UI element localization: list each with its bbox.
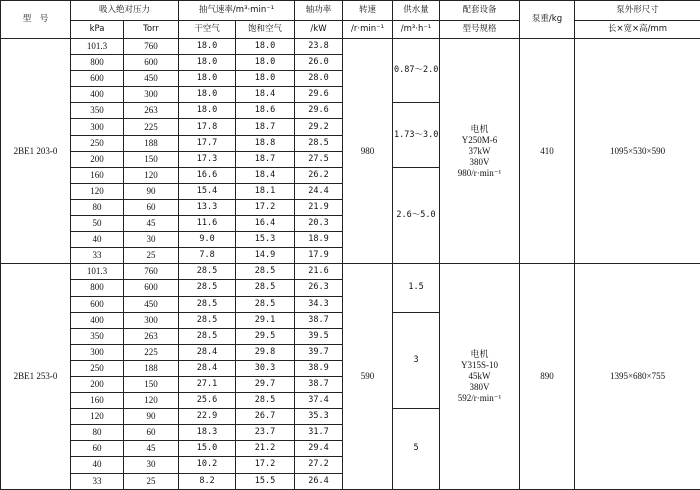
shaft-power-cell: 35.3 [295,409,343,425]
motor-spec-line: 45kW [441,371,518,382]
torr-cell: 45 [124,216,179,232]
saturated-air-cell: 18.4 [236,87,295,103]
kpa-cell: 400 [71,312,124,328]
kpa-cell: 40 [71,232,124,248]
saturated-air-cell: 29.5 [236,328,295,344]
kpa-cell: 300 [71,119,124,135]
torr-cell: 760 [124,39,179,55]
torr-cell: 188 [124,360,179,376]
torr-cell: 450 [124,296,179,312]
torr-cell: 600 [124,55,179,71]
shaft-power-cell: 21.9 [295,199,343,215]
dry-air-cell: 28.5 [179,280,236,296]
header-shaft-power-unit: /kW [295,21,343,39]
kpa-cell: 800 [71,55,124,71]
shaft-power-cell: 26.2 [295,167,343,183]
shaft-power-cell: 28.5 [295,135,343,151]
torr-cell: 30 [124,232,179,248]
saturated-air-cell: 28.5 [236,393,295,409]
torr-cell: 30 [124,457,179,473]
dry-air-cell: 28.5 [179,312,236,328]
header-dimensions: 泵外形尺寸 [575,1,700,21]
torr-cell: 760 [124,264,179,280]
water-supply-cell: 0.87～2.0 [393,39,440,103]
torr-cell: 263 [124,103,179,119]
saturated-air-cell: 18.4 [236,167,295,183]
dry-air-cell: 17.8 [179,119,236,135]
saturated-air-cell: 18.0 [236,71,295,87]
torr-cell: 188 [124,135,179,151]
kpa-cell: 350 [71,328,124,344]
torr-cell: 225 [124,344,179,360]
kpa-cell: 33 [71,473,124,489]
kpa-cell: 200 [71,376,124,392]
dry-air-cell: 25.6 [179,393,236,409]
kpa-cell: 60 [71,441,124,457]
header-equipment: 配套设备 [440,1,520,21]
table-row [1,264,700,280]
shaft-power-cell: 38.7 [295,312,343,328]
weight-cell: 410 [520,39,575,264]
dry-air-cell: 15.4 [179,183,236,199]
dry-air-cell: 15.0 [179,441,236,457]
dry-air-cell: 16.6 [179,167,236,183]
header-model: 型 号 [1,1,71,39]
kpa-cell: 250 [71,360,124,376]
header-torr: Torr [124,21,179,39]
motor-cell [440,39,520,264]
kpa-cell: 350 [71,103,124,119]
shaft-power-cell: 34.3 [295,296,343,312]
shaft-power-cell: 21.6 [295,264,343,280]
saturated-air-cell: 16.4 [236,216,295,232]
saturated-air-cell: 28.5 [236,296,295,312]
dry-air-cell: 18.0 [179,87,236,103]
dry-air-cell: 28.4 [179,344,236,360]
shaft-power-cell: 29.6 [295,103,343,119]
kpa-cell: 600 [71,296,124,312]
kpa-cell: 101.3 [71,39,124,55]
saturated-air-cell: 17.2 [236,199,295,215]
header-dimensions-detail: 长×宽×高/mm [575,21,700,39]
shaft-power-cell: 29.6 [295,87,343,103]
torr-cell: 120 [124,393,179,409]
kpa-cell: 80 [71,199,124,215]
torr-cell: 450 [124,71,179,87]
kpa-cell: 250 [71,135,124,151]
torr-cell: 263 [124,328,179,344]
dry-air-cell: 22.9 [179,409,236,425]
speed-cell: 590 [343,264,393,489]
water-supply-cell: 5 [393,409,440,489]
kpa-cell: 80 [71,425,124,441]
dry-air-cell: 28.4 [179,360,236,376]
speed-cell: 980 [343,39,393,264]
dry-air-cell: 7.8 [179,248,236,264]
saturated-air-cell: 18.7 [236,119,295,135]
dry-air-cell: 28.5 [179,264,236,280]
torr-cell: 600 [124,280,179,296]
saturated-air-cell: 18.0 [236,55,295,71]
torr-cell: 25 [124,473,179,489]
saturated-air-cell: 28.5 [236,264,295,280]
shaft-power-cell: 24.4 [295,183,343,199]
kpa-cell: 160 [71,393,124,409]
motor-spec-line: 37kW [441,146,518,157]
water-supply-cell: 2.6～5.0 [393,167,440,264]
torr-cell: 45 [124,441,179,457]
saturated-air-cell: 18.1 [236,183,295,199]
header-water-supply-unit: /m³·h⁻¹ [393,21,440,39]
dry-air-cell: 17.7 [179,135,236,151]
shaft-power-cell: 38.7 [295,376,343,392]
header-suction-pressure: 吸入绝对压力 [71,1,179,21]
shaft-power-cell: 29.2 [295,119,343,135]
shaft-power-cell: 39.5 [295,328,343,344]
dry-air-cell: 18.0 [179,39,236,55]
table-row [1,39,700,55]
saturated-air-cell: 29.1 [236,312,295,328]
kpa-cell: 160 [71,167,124,183]
dry-air-cell: 18.0 [179,103,236,119]
header-equipment-spec: 型号规格 [440,21,520,39]
shaft-power-cell: 31.7 [295,425,343,441]
motor-spec-line: Y315S-10 [441,360,518,371]
model-cell: 2BE1 253-0 [1,264,71,489]
dry-air-cell: 9.0 [179,232,236,248]
saturated-air-cell: 18.6 [236,103,295,119]
saturated-air-cell: 29.7 [236,376,295,392]
dry-air-cell: 18.3 [179,425,236,441]
dry-air-cell: 8.2 [179,473,236,489]
torr-cell: 300 [124,87,179,103]
header-water-supply: 供水量 [393,1,440,21]
saturated-air-cell: 21.2 [236,441,295,457]
header-speed-unit: /r·min⁻¹ [343,21,393,39]
shaft-power-cell: 26.4 [295,473,343,489]
saturated-air-cell: 26.7 [236,409,295,425]
header-dry-air: 干空气 [179,21,236,39]
torr-cell: 225 [124,119,179,135]
kpa-cell: 40 [71,457,124,473]
saturated-air-cell: 29.8 [236,344,295,360]
motor-spec-line: 380V [441,382,518,393]
torr-cell: 120 [124,167,179,183]
shaft-power-cell: 39.7 [295,344,343,360]
kpa-cell: 120 [71,183,124,199]
shaft-power-cell: 18.9 [295,232,343,248]
shaft-power-cell: 26.3 [295,280,343,296]
torr-cell: 60 [124,199,179,215]
dry-air-cell: 18.0 [179,71,236,87]
kpa-cell: 33 [71,248,124,264]
kpa-cell: 120 [71,409,124,425]
kpa-cell: 50 [71,216,124,232]
header-pumping-rate: 抽气速率/m³·min⁻¹ [179,1,295,21]
torr-cell: 90 [124,409,179,425]
water-supply-cell: 1.73～3.0 [393,103,440,167]
torr-cell: 60 [124,425,179,441]
header-saturated-air: 饱和空气 [236,21,295,39]
saturated-air-cell: 30.3 [236,360,295,376]
shaft-power-cell: 26.0 [295,55,343,71]
saturated-air-cell: 18.0 [236,39,295,55]
header-shaft-power: 轴功率 [295,1,343,21]
kpa-cell: 400 [71,87,124,103]
shaft-power-cell: 37.4 [295,393,343,409]
saturated-air-cell: 17.2 [236,457,295,473]
dry-air-cell: 27.1 [179,376,236,392]
saturated-air-cell: 15.3 [236,232,295,248]
saturated-air-cell: 23.7 [236,425,295,441]
dimensions-cell: 1395×680×755 [575,264,700,489]
dry-air-cell: 28.5 [179,328,236,344]
motor-spec-line: 592/r·min⁻¹ [441,393,518,404]
header-speed: 转速 [343,1,393,21]
model-cell: 2BE1 203-0 [1,39,71,264]
header-kpa: kPa [71,21,124,39]
saturated-air-cell: 28.5 [236,280,295,296]
saturated-air-cell: 18.7 [236,151,295,167]
motor-spec-line: Y250M-6 [441,135,518,146]
weight-cell: 890 [520,264,575,489]
header-weight: 泵重/kg [520,1,575,39]
dry-air-cell: 11.6 [179,216,236,232]
saturated-air-cell: 15.5 [236,473,295,489]
shaft-power-cell: 17.9 [295,248,343,264]
water-supply-cell: 3 [393,312,440,409]
torr-cell: 300 [124,312,179,328]
shaft-power-cell: 28.0 [295,71,343,87]
motor-spec-line: 电机 [441,349,518,360]
kpa-cell: 600 [71,71,124,87]
shaft-power-cell: 29.4 [295,441,343,457]
spec-body [1,39,700,490]
torr-cell: 150 [124,376,179,392]
saturated-air-cell: 14.9 [236,248,295,264]
kpa-cell: 101.3 [71,264,124,280]
shaft-power-cell: 27.5 [295,151,343,167]
motor-spec-line: 380V [441,157,518,168]
kpa-cell: 300 [71,344,124,360]
shaft-power-cell: 20.3 [295,216,343,232]
kpa-cell: 800 [71,280,124,296]
dry-air-cell: 18.0 [179,55,236,71]
torr-cell: 25 [124,248,179,264]
shaft-power-cell: 23.8 [295,39,343,55]
dry-air-cell: 17.3 [179,151,236,167]
torr-cell: 90 [124,183,179,199]
dimensions-cell: 1095×530×590 [575,39,700,264]
dry-air-cell: 10.2 [179,457,236,473]
motor-cell [440,264,520,489]
water-supply-cell: 1.5 [393,264,440,312]
dry-air-cell: 13.3 [179,199,236,215]
saturated-air-cell: 18.8 [236,135,295,151]
dry-air-cell: 28.5 [179,296,236,312]
motor-spec-line: 980/r·min⁻¹ [441,168,518,179]
shaft-power-cell: 27.2 [295,457,343,473]
shaft-power-cell: 38.9 [295,360,343,376]
motor-spec-line: 电机 [441,124,518,135]
torr-cell: 150 [124,151,179,167]
kpa-cell: 200 [71,151,124,167]
